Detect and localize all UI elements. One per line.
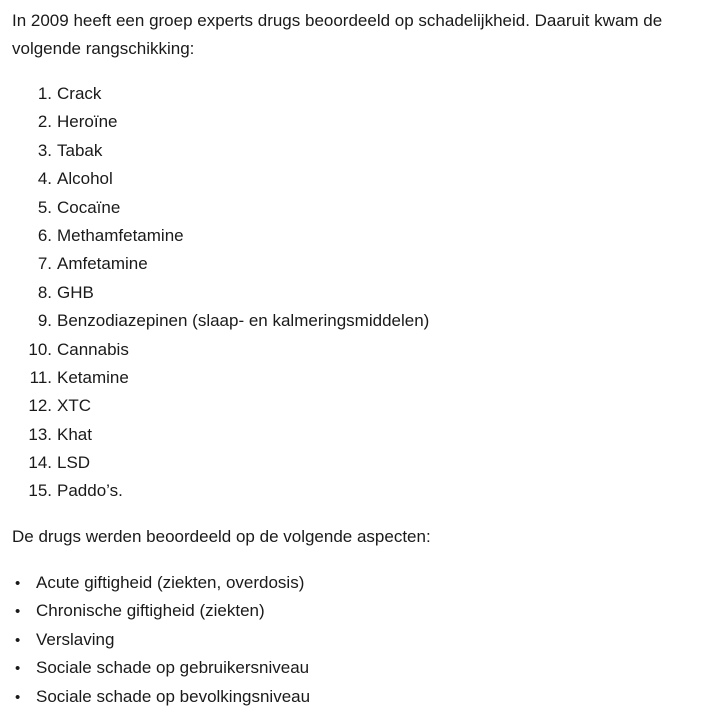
list-number: 11. <box>29 367 52 387</box>
list-item <box>0 165 429 193</box>
assessment-aspects-list <box>0 569 310 711</box>
list-item <box>0 597 310 625</box>
bullet-icon: • <box>15 631 21 649</box>
list-item-text: Chronische giftigheid (ziekten) <box>36 601 265 621</box>
list-item <box>0 279 429 307</box>
list-item-text: LSD <box>57 453 91 473</box>
list-item <box>0 626 310 654</box>
list-item <box>0 477 429 505</box>
list-item <box>0 250 429 278</box>
harm-ranking-list <box>0 80 429 506</box>
list-item <box>0 336 429 364</box>
list-item <box>0 569 310 597</box>
list-item-text: GHB <box>57 282 94 302</box>
list-number: 7. <box>37 254 52 274</box>
list-item <box>0 222 429 250</box>
list-item <box>0 137 429 165</box>
bullet-icon: • <box>15 660 21 678</box>
list-item <box>0 683 310 711</box>
list-item <box>0 421 429 449</box>
list-item <box>0 307 429 335</box>
list-item-text: Ketamine <box>57 367 129 387</box>
list-number: 6. <box>37 225 52 245</box>
list-number: 2. <box>37 112 52 132</box>
list-item-text: Methamfetamine <box>57 225 184 245</box>
list-item-text: Alcohol <box>57 169 113 189</box>
list-item <box>0 654 310 682</box>
list-number: 8. <box>37 282 52 302</box>
list-item-text: Verslaving <box>36 629 115 649</box>
list-item-text: Sociale schade op gebruikersniveau <box>36 658 310 678</box>
aspects-heading: De drugs werden beoordeeld op de volgende aspecten: <box>12 527 431 546</box>
list-number: 4. <box>37 169 52 189</box>
list-item-text: Paddo’s. <box>57 481 123 501</box>
list-number: 1. <box>37 84 52 103</box>
list-item-text: XTC <box>57 396 91 416</box>
list-item <box>0 108 429 136</box>
list-item-text: Khat <box>57 424 92 444</box>
list-item-text: Benzodiazepinen (slaap- en kalmeringsmiddelen) <box>57 311 430 331</box>
list-item-text: Tabak <box>57 140 103 160</box>
list-number: 15. <box>28 481 52 501</box>
list-number: 3. <box>37 140 52 160</box>
list-item-text: Crack <box>57 84 102 103</box>
list-number: 9. <box>37 311 52 331</box>
list-item-text: Acute giftigheid (ziekten, overdosis) <box>36 573 305 592</box>
bullet-icon: • <box>15 688 21 706</box>
intro-paragraph: In 2009 heeft een groep experts drugs beoordeeld op schadelijkheid. Daaruit kwam de volgende rangschikking: <box>12 11 663 58</box>
list-item <box>0 80 429 108</box>
list-item <box>0 392 429 420</box>
bullet-icon: • <box>15 603 21 621</box>
list-number: 14. <box>28 453 52 473</box>
list-item <box>0 364 429 392</box>
list-number: 12. <box>28 396 52 416</box>
list-item-text: Heroïne <box>57 112 118 132</box>
list-item <box>0 449 429 477</box>
list-item-text: Cannabis <box>57 339 129 359</box>
list-item-text: Sociale schade op bevolkingsniveau <box>36 686 311 706</box>
list-number: 10. <box>28 339 52 359</box>
list-number: 5. <box>37 197 52 217</box>
list-item <box>0 194 429 222</box>
bullet-icon: • <box>15 575 21 592</box>
list-number: 13. <box>28 424 52 444</box>
list-item-text: Cocaïne <box>57 197 121 217</box>
list-item-text: Amfetamine <box>57 254 148 274</box>
